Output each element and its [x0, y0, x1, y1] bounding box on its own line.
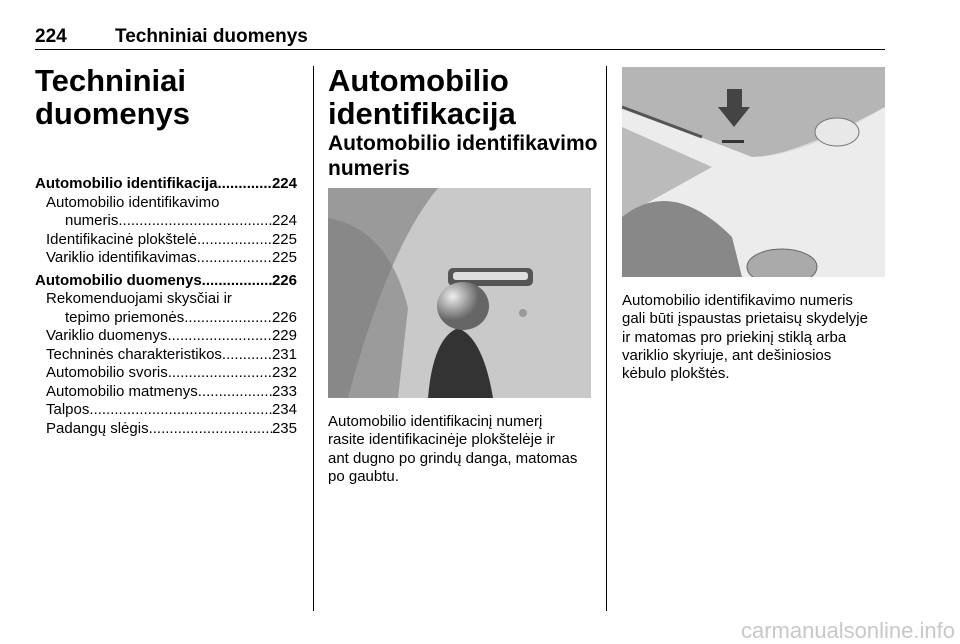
toc-page: 232 [271, 364, 297, 381]
toc-leader [167, 327, 272, 346]
title-line: duomenys [35, 96, 191, 131]
title-line: numeris [328, 157, 410, 180]
toc-page: 225 [271, 249, 297, 266]
toc-label: tepimo priemonės [65, 308, 185, 326]
body-text [622, 292, 897, 383]
toc-label: Automobilio matmenys [46, 382, 198, 400]
text-line: Automobilio identifikavimo numeris [622, 292, 853, 309]
toc-leader [168, 364, 272, 383]
column-divider [313, 66, 314, 611]
toc-leader [184, 309, 272, 328]
toc-page: 225 [271, 230, 297, 248]
toc-page: 224 [271, 175, 297, 192]
table-of-contents [35, 171, 297, 438]
toc-page: 229 [271, 327, 297, 344]
interior-photo [328, 188, 591, 398]
toc-label: Automobilio identifikacija [35, 175, 218, 192]
header-rule [35, 49, 885, 50]
toc-label: Techninės charakteristikos [46, 345, 222, 363]
toc-entry[interactable] [35, 401, 297, 420]
toc-label: Padangų slėgis [46, 419, 149, 437]
body-text [328, 413, 598, 486]
toc-label: Variklio identifikavimas [46, 249, 197, 266]
chapter-title [35, 64, 190, 130]
toc-leader [198, 383, 272, 402]
toc-entry[interactable] [35, 175, 297, 194]
title-line: identifikacija [328, 96, 516, 131]
toc-leader [218, 175, 272, 194]
toc-label: Identifikacinė plokštelė [46, 230, 197, 248]
text-line: Automobilio identifikacinį numerį [328, 413, 543, 430]
text-line: ir matomas pro priekinį stiklą arba [622, 328, 847, 346]
title-line: Automobilio [328, 63, 509, 98]
column-divider [606, 66, 607, 611]
toc-leader [149, 420, 272, 439]
toc-leader [202, 272, 272, 291]
toc-label: Variklio duomenys [46, 327, 168, 344]
gear-shift-illustration [328, 188, 591, 398]
toc-page: 234 [271, 401, 297, 418]
toc-leader [118, 212, 272, 231]
title-line: Automobilio identifikavimo [328, 132, 598, 155]
toc-entry[interactable] [35, 272, 297, 291]
toc-label: Rekomenduojami skysčiai ir [46, 290, 232, 307]
toc-label: Automobilio identifikavimo [46, 193, 220, 211]
toc-leader [197, 249, 272, 268]
toc-page: 224 [271, 212, 297, 229]
toc-entry[interactable] [35, 231, 297, 250]
toc-entry[interactable] [35, 420, 297, 439]
text-line: kėbulo plokštės. [622, 365, 730, 383]
toc-entry[interactable] [35, 327, 297, 346]
toc-page: 231 [271, 345, 297, 363]
toc-page: 233 [271, 382, 297, 400]
toc-entry[interactable] [35, 194, 297, 231]
toc-entry[interactable] [35, 290, 297, 327]
text-line: rasite identifikacinėje plokštelėje ir [328, 431, 555, 449]
text-line: variklio skyriuje, ant dešiniosios [622, 346, 832, 364]
toc-label: Automobilio svoris [46, 364, 168, 381]
toc-leader [89, 401, 272, 420]
text-line: ant dugno po grindų danga, matomas [328, 449, 578, 467]
toc-label: Automobilio duomenys [35, 271, 202, 289]
exterior-photo [622, 67, 885, 277]
toc-page: 226 [271, 308, 297, 326]
toc-entry[interactable] [35, 249, 297, 268]
page-number: 224 [35, 26, 67, 47]
text-line: gali būti įspaustas prietaisų skydelyje [622, 310, 868, 328]
watermark: carmanualsonline.info [740, 618, 955, 643]
running-header: Techniniai duomenys [115, 26, 308, 47]
toc-leader [197, 231, 272, 250]
toc-label: numeris [65, 212, 119, 229]
toc-entry[interactable] [35, 364, 297, 383]
toc-leader [222, 346, 272, 365]
toc-entry[interactable] [35, 346, 297, 365]
section-title [328, 64, 516, 130]
toc-page: 235 [271, 419, 297, 437]
toc-entry[interactable] [35, 383, 297, 402]
text-line: po gaubtu. [328, 467, 399, 485]
title-line: Techniniai [35, 63, 187, 98]
subsection-title [328, 131, 598, 181]
toc-label: Talpos [46, 401, 90, 418]
windshield-arrow-illustration [622, 67, 885, 277]
toc-page: 226 [271, 271, 297, 289]
